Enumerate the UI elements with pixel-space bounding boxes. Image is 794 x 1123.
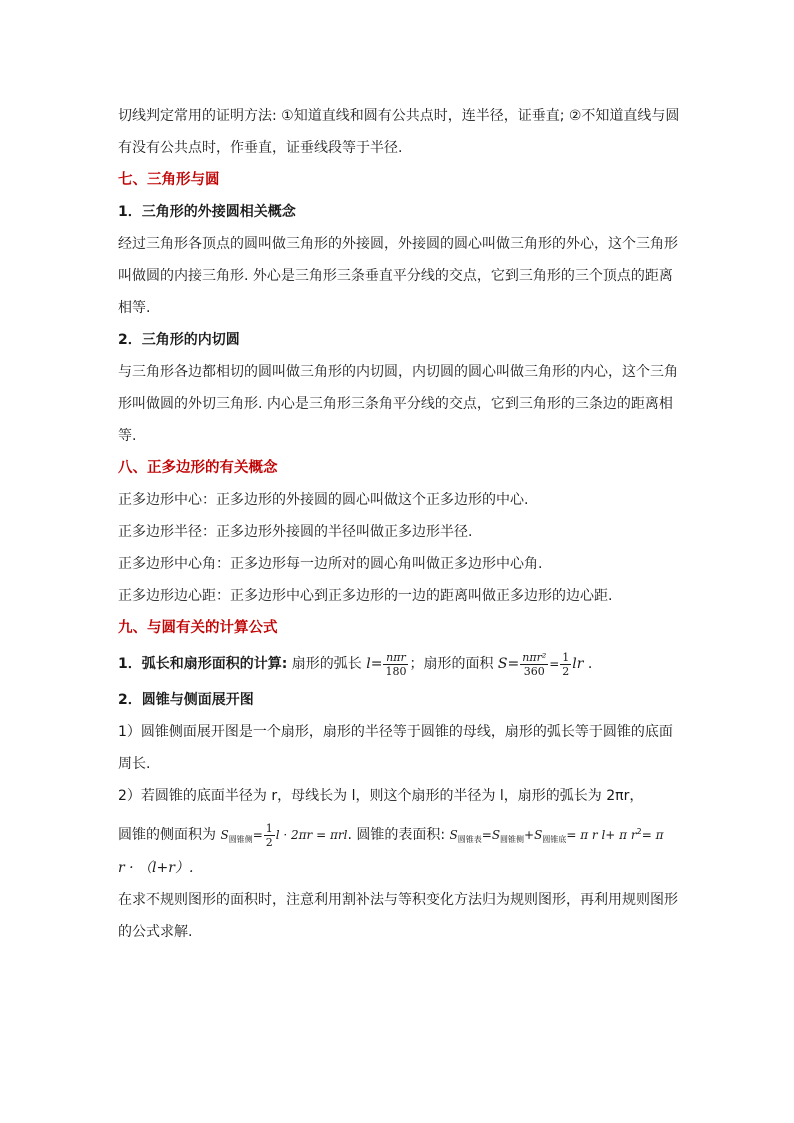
surface-equals: = bbox=[481, 828, 492, 842]
section-9-title: 九、与圆有关的计算公式 bbox=[118, 620, 278, 636]
lateral-tail: l · 2πr = πrl bbox=[275, 828, 348, 842]
cone-point-2-line-1: 2）若圆锥的底面半径为 r，母线长为 l，则这个扇形的半径为 l，扇形的弧长为 2πr， bbox=[118, 788, 644, 804]
surface-subscript-3: 圆锥底 bbox=[542, 835, 567, 844]
cone-point-1-line-2: 周长. bbox=[118, 756, 151, 772]
closing-line-2: 的公式求解. bbox=[118, 924, 193, 940]
section-7-p2-line-1: 与三角形各边都相切的圆叫做三角形的内切圆，内切圆的圆心叫做三角形的内心，这个三角 bbox=[118, 364, 678, 380]
cone-surface-formula-line bbox=[118, 812, 678, 852]
closing-line-1: 在求不规则图形的面积时，注意利用割补法与等积变化方法归为规则图形，再利用规则图形 bbox=[118, 892, 678, 908]
arc-length-label: 扇形的弧长 bbox=[287, 656, 367, 672]
half-numerator: 1 bbox=[562, 650, 570, 664]
section-7-title: 七、三角形与圆 bbox=[118, 172, 220, 188]
area-fraction bbox=[520, 651, 548, 678]
cone-point-1-line-1: 1）圆锥侧面展开图是一个扇形，扇形的半径等于圆锥的母线，扇形的弧长等于圆锥的底面 bbox=[118, 724, 673, 740]
surface-tail: = π r l+ π r bbox=[566, 828, 637, 842]
surface-superscript: 2 bbox=[636, 827, 642, 836]
lateral-equals: = bbox=[252, 828, 263, 842]
section-7-p2-line-2: 形叫做圆的外切三角形. 内心是三角形三条角平分线的交点，它到三角形的三条边的距离相 bbox=[118, 396, 673, 412]
section-8-line-1: 正多边形中心：正多边形的外接圆的圆心叫做这个正多边形的中心. bbox=[118, 492, 529, 508]
lateral-half-denominator: 2 bbox=[265, 835, 273, 849]
surface-S3: S bbox=[534, 828, 543, 842]
lateral-S: S bbox=[220, 828, 229, 842]
surface-plus: + bbox=[524, 828, 535, 842]
arc-denominator: 180 bbox=[385, 664, 407, 678]
lateral-half-fraction bbox=[264, 822, 275, 849]
section-7-sub-2: 2．三角形的内切圆 bbox=[118, 332, 240, 348]
section-8-line-3: 正多边形中心角：正多边形每一边所对的圆心角叫做正多边形中心角. bbox=[118, 556, 543, 572]
section-9-sub-2: 2．圆锥与侧面展开图 bbox=[118, 692, 254, 708]
section-8-line-4: 正多边形边心距：正多边形中心到正多边形的一边的距离叫做正多边形的边心距. bbox=[118, 588, 613, 604]
intro-line-1: 切线判定常用的证明方法: ①知道直线和圆有公共点时，连半径，证垂直; ②不知道直线与圆 bbox=[118, 108, 680, 124]
intro-line-2: 有没有公共点时，作垂直，证垂线段等于半径. bbox=[118, 140, 403, 156]
surface-S: S bbox=[449, 828, 458, 842]
lateral-half-numerator: 1 bbox=[265, 821, 273, 835]
section-7-p2-line-3: 等. bbox=[118, 428, 137, 444]
area-lhs: S= bbox=[497, 656, 520, 672]
section-8-line-2: 正多边形半径：正多边形外接圆的半径叫做正多边形半径. bbox=[118, 524, 473, 540]
surface-S2: S bbox=[491, 828, 501, 842]
arc-fraction bbox=[383, 651, 408, 678]
section-9-sub-1: 1．弧长和扇形面积的计算: bbox=[118, 656, 288, 672]
section-7-p1-line-1: 经过三角形各顶点的圆叫做三角形的外接圆，外接圆的圆心叫做三角形的外心，这个三角形 bbox=[118, 236, 678, 252]
arc-area-formula-line bbox=[118, 644, 678, 684]
section-8-title: 八、正多边形的有关概念 bbox=[118, 460, 278, 476]
area-denominator: 360 bbox=[520, 664, 548, 678]
area-numerator: nπr² bbox=[522, 650, 547, 664]
arc-lhs: l= bbox=[366, 656, 383, 672]
document-page bbox=[118, 100, 678, 948]
surface-subscript: 圆锥表 bbox=[457, 835, 482, 844]
area-tail: lr bbox=[572, 656, 584, 672]
lateral-area-label: 圆锥的侧面积为 bbox=[118, 827, 221, 843]
formula-period: . bbox=[583, 656, 593, 672]
surface-subscript-2: 圆锥侧 bbox=[500, 835, 525, 844]
half-fraction bbox=[560, 651, 571, 678]
arc-numerator: nπr bbox=[386, 650, 406, 664]
surface-tail-2: = π bbox=[641, 828, 664, 842]
area-equals: = bbox=[549, 657, 560, 671]
half-denominator: 2 bbox=[562, 664, 570, 678]
section-7-p1-line-3: 相等. bbox=[118, 300, 151, 316]
cone-point-2-line-3: r · （l+r）. bbox=[118, 860, 194, 876]
section-7-p1-line-2: 叫做圆的内接三角形. 外心是三角形三条垂直平分线的交点，它到三角形的三个顶点的距离 bbox=[118, 268, 673, 284]
sector-area-label: ；扇形的面积 bbox=[409, 656, 498, 672]
surface-area-label: . 圆锥的表面积: bbox=[347, 827, 450, 843]
section-7-sub-1: 1．三角形的外接圆相关概念 bbox=[118, 204, 296, 220]
lateral-subscript: 圆锥侧 bbox=[228, 835, 253, 844]
